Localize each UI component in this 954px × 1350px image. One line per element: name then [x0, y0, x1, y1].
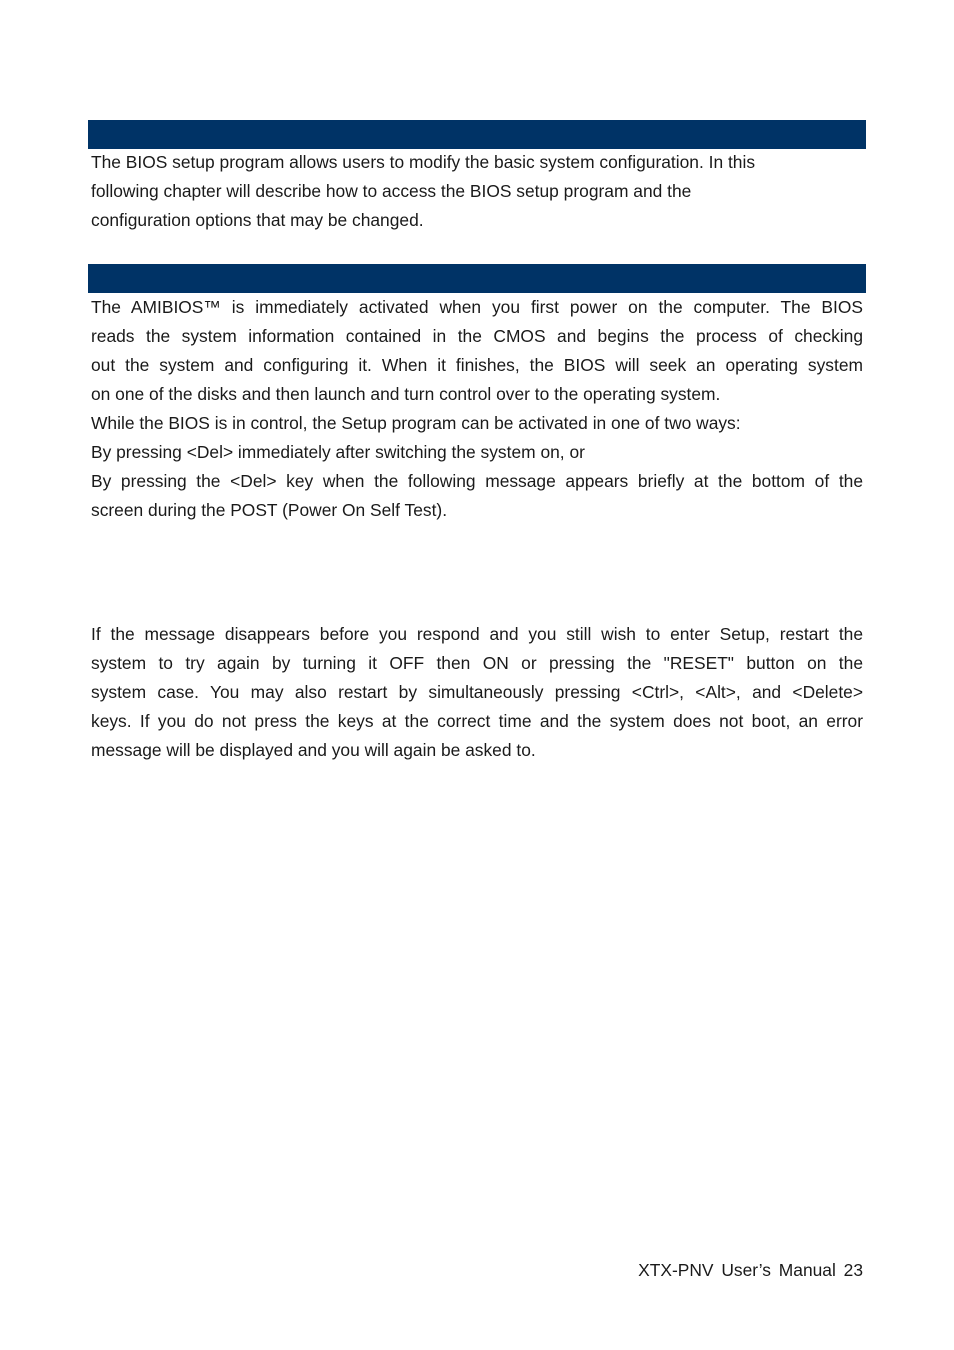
amibios-paragraph: [91, 293, 863, 525]
text-line: configuration options that may be changed.: [91, 210, 424, 230]
text-line: By pressing <Del> immediately after switching the system on, or: [91, 442, 585, 462]
text-line: following chapter will describe how to access the BIOS setup program and the: [91, 181, 692, 201]
text-line: on one of the disks and then launch and turn control over to the operating system.: [91, 384, 721, 404]
text-line: system to try again by turning it OFF then ON or pressing the "RESET" button on the: [91, 653, 863, 673]
section-header-bar-1: [88, 120, 866, 149]
text-line: system case. You may also restart by simultaneously pressing <Ctrl>, <Alt>, and <Delete>: [91, 682, 863, 702]
page-footer: XTX-PNV User’s Manual 23: [638, 1260, 863, 1280]
intro-paragraph: [91, 148, 863, 235]
text-line: By pressing the <Del> key when the following message appears briefly at the bottom of the: [91, 471, 863, 491]
text-line: reads the system information contained in the CMOS and begins the process of checking: [91, 326, 863, 346]
text-line: The AMIBIOS™ is immediately activated when you first power on the computer. The BIOS: [91, 297, 863, 317]
text-line: The BIOS setup program allows users to modify the basic system configuration. In this: [91, 152, 756, 172]
text-line: out the system and configuring it. When it finishes, the BIOS will seek an operating system: [91, 355, 863, 375]
section-header-bar-2: [88, 264, 866, 293]
text-line: If the message disappears before you respond and you still wish to enter Setup, restart the: [91, 624, 863, 644]
text-line: While the BIOS is in control, the Setup program can be activated in one of two ways:: [91, 413, 741, 433]
text-line: screen during the POST (Power On Self Test).: [91, 500, 448, 520]
restart-paragraph: [91, 620, 863, 765]
text-line: message will be displayed and you will again be asked to.: [91, 740, 536, 760]
text-line: keys. If you do not press the keys at the correct time and the system does not boot, an error: [91, 711, 863, 731]
